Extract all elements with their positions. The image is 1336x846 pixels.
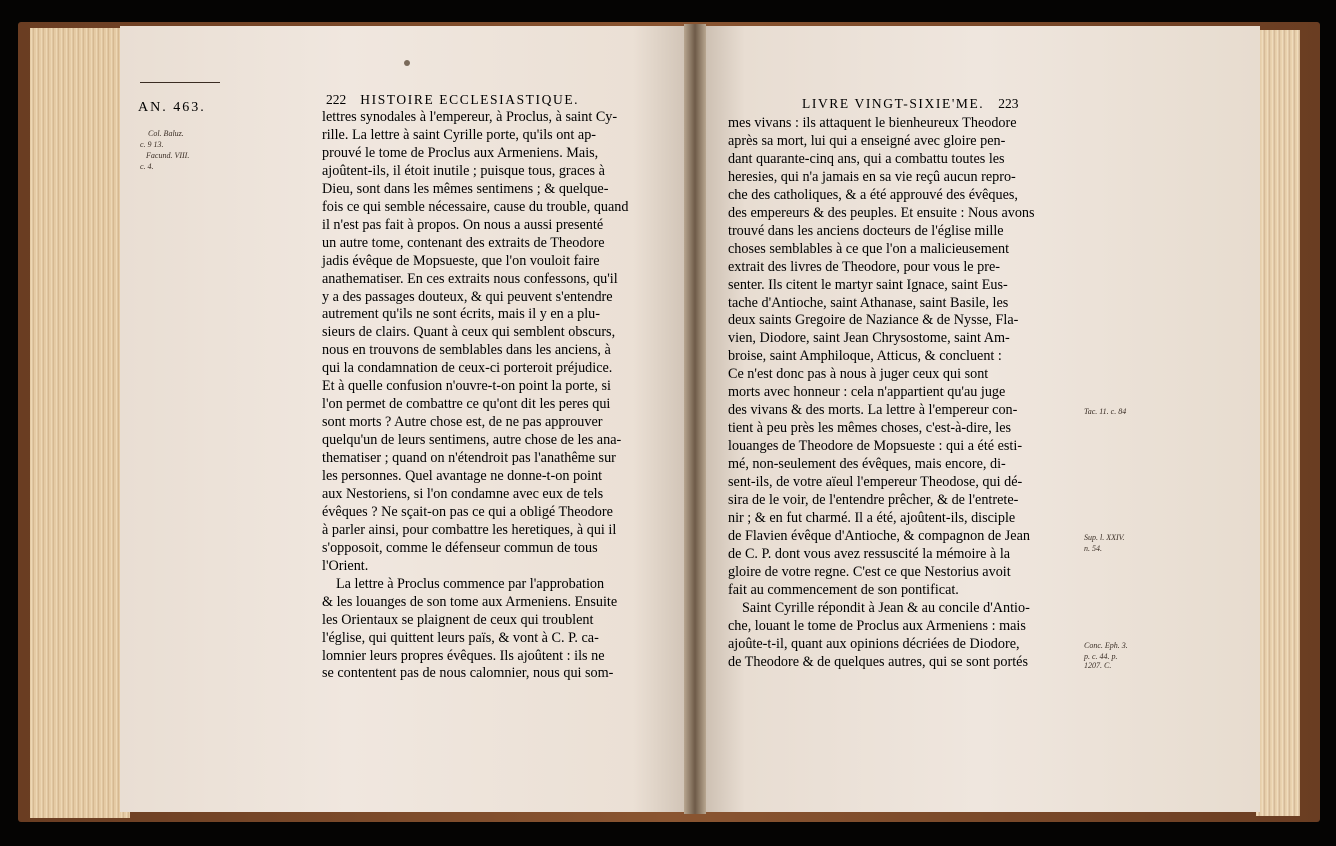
text-line: il n'est pas fait à propos. On nous a aussi presenté bbox=[322, 216, 604, 233]
text-line: anathematiser. En ces extraits nous confessons, qu'il bbox=[322, 270, 618, 287]
text-line: sent-ils, de votre aïeul l'empereur Theodose, qui dé- bbox=[728, 474, 1023, 490]
text-line: après sa mort, lui qui a enseigné avec gloire pen- bbox=[728, 132, 1006, 149]
left-title: HISTOIRE ECCLESIASTIQUE. bbox=[360, 92, 580, 107]
text-line: dant quarante-cinq ans, qui a combattu toutes les bbox=[728, 150, 1005, 167]
text-line: des vivans & des morts. La lettre à l'empereur con- bbox=[728, 402, 1018, 419]
text-line: nous en trouvons de semblables dans les anciens, à bbox=[322, 342, 611, 359]
margin-note: Col. Baluz. bbox=[148, 129, 184, 138]
text-line: Dieu, sont dans les mêmes sentimens ; & quelque- bbox=[322, 180, 609, 197]
text-line: autrement qu'ils ne sont écrits, mais il y en a plu- bbox=[322, 306, 600, 323]
text-line: de Theodore & de quelques autres, qui se sont portés bbox=[728, 653, 1028, 670]
text-line: ajoûte-t-il, quant aux opinions décriées de Diodore, bbox=[728, 635, 1020, 652]
text-line: aux Nestoriens, si l'on condamne avec eux de tels bbox=[322, 485, 604, 502]
text-line: l'Orient. bbox=[322, 557, 369, 574]
text-line: Et à quelle confusion n'ouvre-t-on point la porte, si bbox=[322, 378, 611, 395]
text-line: vien, Diodore, saint Jean Chrysostome, saint Am- bbox=[728, 330, 1010, 347]
text-line: les personnes. Quel avantage ne donne-t-on point bbox=[322, 468, 603, 484]
text-line: thematiser ; quand on n'étendroit pas l'anathême sur bbox=[322, 450, 616, 467]
margin-note: n. 54. bbox=[1084, 543, 1102, 553]
text-line: & les louanges de son tome aux Armeniens. Ensuite bbox=[322, 593, 618, 610]
text-line: che, louant le tome de Proclus aux Armeniens : mais bbox=[728, 617, 1026, 634]
margin-note: Conc. Eph. 3. bbox=[1084, 640, 1128, 650]
text-line: de C. P. dont vous avez ressuscité la mémoire à la bbox=[728, 545, 1011, 562]
margin-note: Tac. 11. c. 84 bbox=[1084, 407, 1127, 417]
text-line: ajoûtent-ils, il étoit inutile ; puisque tous, graces à bbox=[322, 162, 605, 179]
margin-note: p. c. 44. p. bbox=[1084, 651, 1118, 661]
margin-note: c. 9 13. bbox=[140, 140, 164, 149]
text-line: de Flavien évêque d'Antioche, & compagnon de Jean bbox=[728, 527, 1030, 544]
text-line: morts avec honneur : cela n'appartient qu'au juge bbox=[728, 384, 1006, 401]
book-gutter bbox=[684, 24, 706, 814]
margin-note: c. 4. bbox=[140, 162, 154, 171]
text-line: un autre tome, contenant des extraits de Theodore bbox=[322, 234, 605, 251]
text-line: lettres synodales à l'empereur, à Proclus, à saint Cy- bbox=[322, 109, 618, 125]
text-line: La lettre à Proclus commence par l'approbation bbox=[336, 575, 605, 592]
text-line: prouvé le tome de Proclus aux Armeniens. Mais, bbox=[322, 144, 599, 161]
left-running-head bbox=[326, 92, 579, 108]
text-line: évêques ? Ne sçait-on pas ce qui a obligé Theodore bbox=[322, 503, 613, 520]
text-line: sieurs de clairs. Quant à ceux qui semblent obscurs, bbox=[322, 324, 616, 341]
text-line: les Orientaux se plaignent de ceux qui troublent bbox=[322, 611, 594, 628]
right-page-number: 223 bbox=[998, 96, 1019, 111]
text-line: sont morts ? Autre chose est, de ne pas approuver bbox=[322, 414, 603, 431]
year-label: AN. 463. bbox=[138, 100, 206, 115]
page-edges-right bbox=[1256, 30, 1300, 816]
text-line: s'opposoit, comme le défenseur commun de tous bbox=[322, 539, 598, 556]
text-line: y a des passages douteux, & qui peuvent s'entendre bbox=[322, 288, 613, 305]
text-line: tache d'Antioche, saint Athanase, saint Basile, les bbox=[728, 294, 1009, 311]
text-line: à parler ainsi, pour combattre les heretiques, à qui il bbox=[322, 521, 617, 538]
text-line: tient à peu près les mêmes choses, c'est-à-dire, les bbox=[728, 420, 1012, 437]
page-edges-left bbox=[30, 28, 130, 818]
text-line: louanges de Theodore de Mopsueste : qui a été esti- bbox=[728, 438, 1023, 455]
text-line: Ce n'est donc pas à nous à juger ceux qui sont bbox=[728, 366, 989, 383]
text-line: choses semblables à ce que l'on a malicieusement bbox=[728, 240, 1010, 257]
right-title: LIVRE VINGT-SIXIE'ME. bbox=[802, 96, 985, 111]
text-line: rille. La lettre à saint Cyrille porte, qu'ils ont ap- bbox=[322, 126, 597, 143]
text-line: nir ; & en fut charmé. Il a été, ajoûtent-ils, disciple bbox=[728, 509, 1016, 526]
text-line: gloire de votre regne. C'est ce que Nestorius avoit bbox=[728, 563, 1011, 580]
text-line: extrait des livres de Theodore, pour vous le pre- bbox=[728, 258, 1000, 275]
text-line: jadis évêque de Mopsueste, que l'on vouloit faire bbox=[322, 252, 600, 269]
text-line: se contentent pas de nous calomnier, nous qui som- bbox=[322, 665, 614, 682]
text-line: fait au commencement de son pontificat. bbox=[728, 581, 959, 598]
text-line: Saint Cyrille répondit à Jean & au concile d'Antio- bbox=[742, 599, 1030, 616]
margin-note: Sup. l. XXIV. bbox=[1084, 532, 1125, 542]
text-line: che des catholiques, & a été approuvé des évêques, bbox=[728, 186, 1018, 203]
left-page-number: 222 bbox=[326, 92, 347, 107]
text-line: senter. Ils citent le martyr saint Ignace, saint Eus- bbox=[728, 276, 1008, 293]
text-line: des empereurs & des peuples. Et ensuite : Nous avons bbox=[728, 204, 1035, 221]
text-line: mé, non-seulement des évêques, mais encore, di- bbox=[728, 456, 1006, 473]
right-running-head bbox=[802, 96, 1019, 112]
text-line: l'on permet de combattre ce qu'ont dit les peres qui bbox=[322, 396, 611, 413]
margin-note: Facund. VIII. bbox=[146, 151, 190, 160]
text-line: fois ce qui semble nécessaire, cause du trouble, quand bbox=[322, 198, 629, 215]
text-line: qui la condamnation de ceux-ci porteroit préjudice. bbox=[322, 360, 613, 377]
text-line: sira de le voir, de l'entendre prêcher, & de l'entrete- bbox=[728, 491, 1019, 508]
text-line: trouvé dans les anciens docteurs de l'église mille bbox=[728, 222, 1004, 239]
ink-spot bbox=[404, 60, 410, 66]
text-line: heresies, qui n'a jamais en sa vie reçû aucun repro- bbox=[728, 168, 1016, 185]
text-line: broise, saint Amphiloque, Atticus, & concluent : bbox=[728, 348, 1002, 365]
text-line: mes vivans : ils attaquent le bienheureux Theodore bbox=[728, 115, 1017, 131]
text-line: deux saints Gregoire de Naziance & de Nysse, Fla- bbox=[728, 312, 1019, 329]
text-line: lomnier leurs propres évêques. Ils ajoûtent : ils ne bbox=[322, 647, 605, 664]
text-line: quelqu'un de leurs sentimens, autre chose de les ana- bbox=[322, 432, 622, 449]
header-rule bbox=[140, 82, 220, 83]
text-line: l'église, qui quittent leurs païs, & vont à C. P. ca- bbox=[322, 629, 599, 646]
margin-note: 1207. C. bbox=[1084, 660, 1112, 670]
